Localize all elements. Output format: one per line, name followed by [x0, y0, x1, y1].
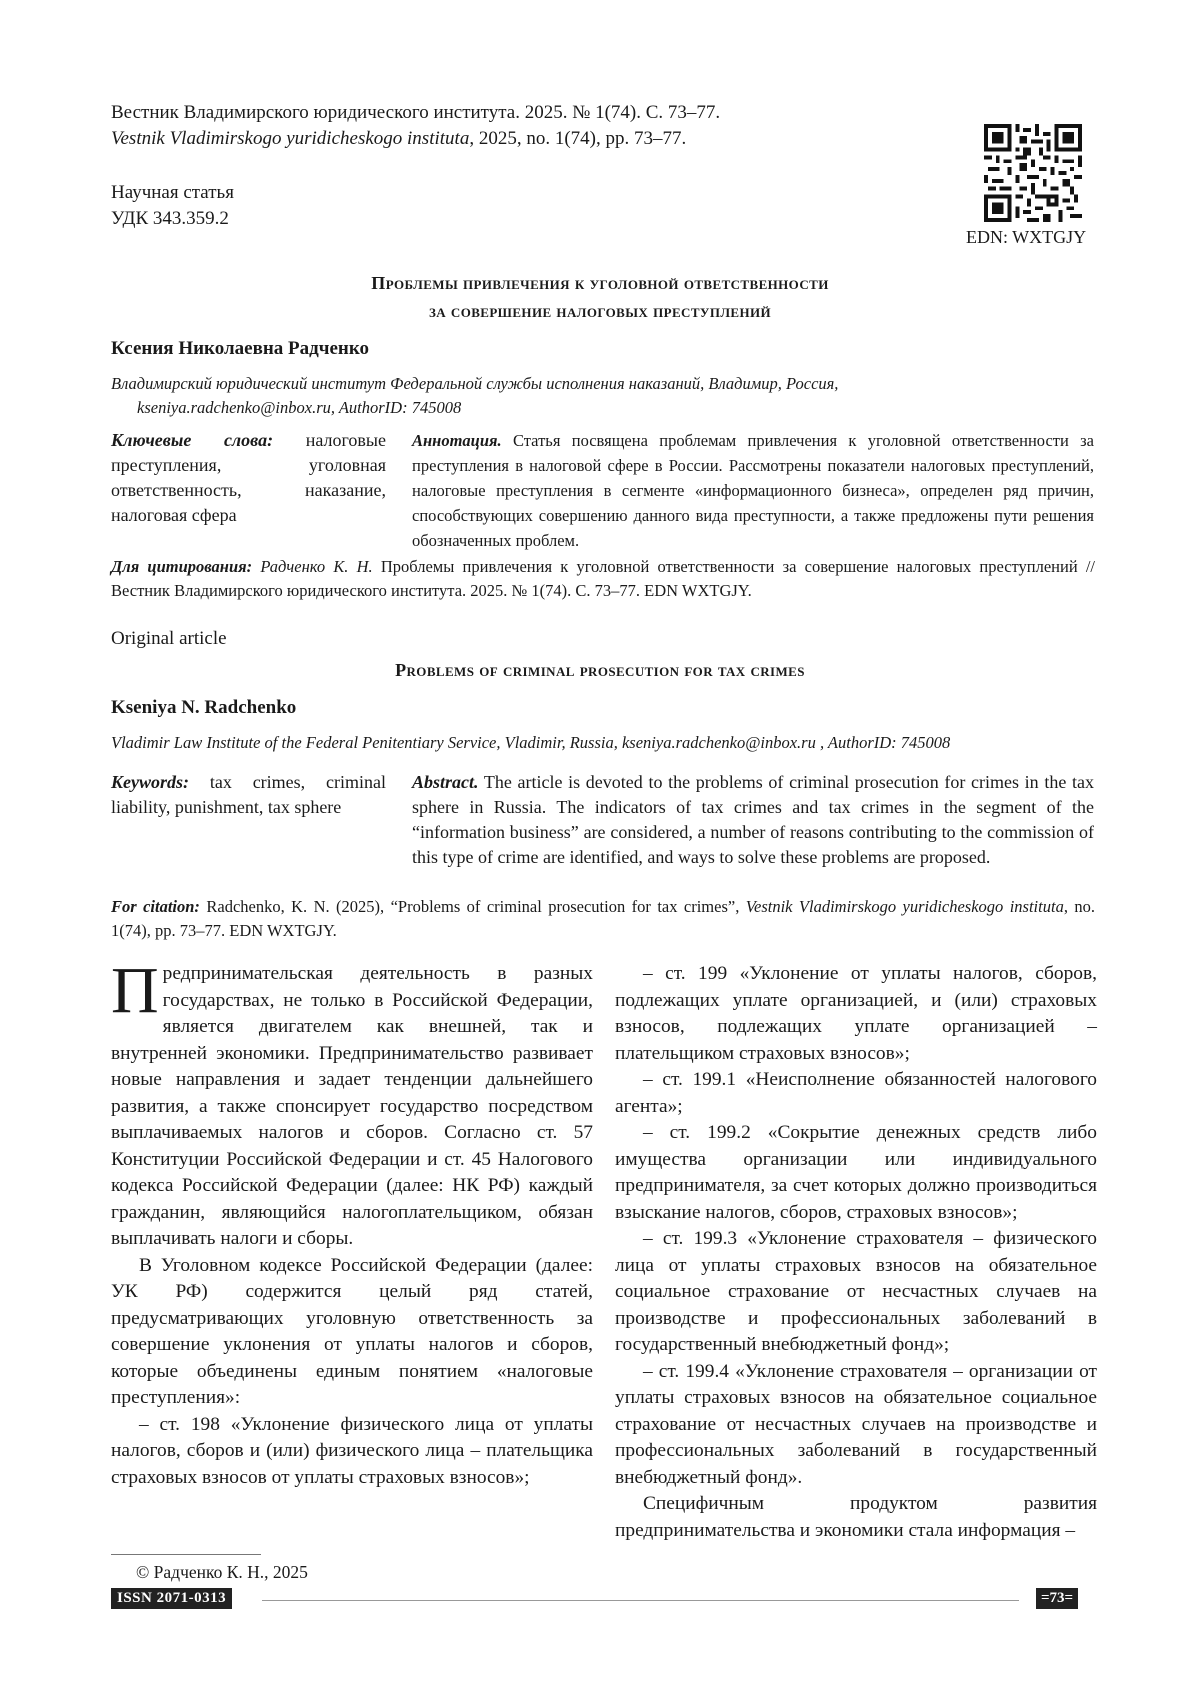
citation-ru: Для цитирования: Радченко К. Н. Проблемы привлечения к уголовной ответственности за совершение налоговых преступлений // Вестник Владимирского юридического института. 2025. № 1(74). С. 73–77. EDN WXTGJY. — [111, 557, 1096, 600]
author-name-en: Kseniya N. Radchenko — [111, 697, 297, 718]
udk-code: УДК 343.359.2 — [111, 208, 229, 229]
drop-cap: П — [111, 954, 159, 1027]
affiliation-ru: Владимирский юридический институт Федеральной службы исполнения наказаний, Владимир, Россия, kseniya.radchenko@inbox.ru, AuthorID: 745008 — [111, 374, 839, 417]
article-title-ru-line2: за совершение налоговых преступлений — [428, 301, 772, 321]
body-column-right — [615, 961, 1097, 1544]
abstract-ru: Аннотация. Статья посвящена проблемам привлечения к уголовной ответственности за преступления в налоговой сфере в России. Рассмотрены показатели налоговых преступлений, налоговые преступления в сегменте «информационного бизнеса», определен ряд причин, способствующих совершению данного вида преступности, а также предложены пути решения обозначенных проблем. — [412, 431, 1094, 550]
citation-en: For citation: Radchenko, K. N. (2025), “Problems of criminal prosecution for tax crimes”, Vestnik Vladimirskogo yuridicheskogo instituta, no. 1(74), pp. 73–77. EDN WXTGJY. — [111, 897, 1096, 940]
author-name-ru: Ксения Николаевна Радченко — [111, 338, 370, 359]
article-type-en: Original article — [111, 628, 227, 649]
footnote-rule — [111, 1554, 261, 1555]
qr-code-icon — [984, 124, 1082, 222]
article-type-block — [111, 180, 234, 232]
keywords-ru: Ключевые слова: налоговые преступления, уголовная ответственность, наказание, налоговая сфера — [111, 430, 386, 525]
body-column-left — [111, 954, 593, 1491]
body-paragraph: Специфичным продуктом развития предпринимательства и экономики стала информация – — [615, 1493, 1097, 1541]
affiliation-en: Vladimir Law Institute of the Federal Penitentiary Service, Vladimir, Russia, kseniya.radchenko@inbox.ru , AuthorID: 745008 — [111, 733, 951, 752]
body-paragraph: – ст. 198 «Уклонение физического лица от уплаты налогов, сборов и (или) физического лица – плательщика страховых взносов от уплаты страховых взносов»; — [111, 1413, 593, 1488]
abstract-en: Abstract. The article is devoted to the problems of criminal prosecution for crimes in the tax sphere in Russia. The indicators of tax crimes and tax crimes in the segment of the “information business” are considered, a number of reasons contributing to the commission of this type of crime are identified, and ways to solve these problems are proposed. — [412, 772, 1094, 867]
edn-code: EDN: WXTGJY — [966, 227, 1087, 247]
body-paragraph: – ст. 199.2 «Сокрытие денежных средств либо имущества организации или индивидуального предпринимателя, за счет которых должно производиться взыскание налогов, сборов, страховых взносов»; — [615, 1122, 1097, 1223]
keywords-en: Keywords: tax crimes, criminal liability, punishment, tax sphere — [111, 772, 386, 817]
body-paragraph: – ст. 199 «Уклонение от уплаты налогов, сборов, подлежащих уплате организацией, и (или) страховых взносов, подлежащих уплате организацией – плательщиком страховых взносов»; — [615, 963, 1097, 1064]
article-type-ru: Научная статья — [111, 182, 234, 203]
body-paragraph: – ст. 199.4 «Уклонение страхователя – организации от уплаты страховых взносов на обязательное социальное страхование от несчастных случаев на производстве и профессиональных заболеваний в государственный внебюджетный фонд». — [615, 1360, 1097, 1488]
article-title-ru — [0, 269, 1200, 325]
copyright-note: © Радченко К. Н., 2025 — [136, 1562, 308, 1582]
body-paragraph: – ст. 199.1 «Неисполнение обязанностей налогового агента»; — [615, 1069, 1097, 1117]
footer-divider — [262, 1600, 1019, 1601]
body-paragraph: В Уголовном кодексе Российской Федерации (далее: УК РФ) содержится целый ряд статей, предусматривающих уголовную ответственность за совершение уклонения от уплаты налогов и сборов, которые объединены единым понятием «налоговые преступления»: — [111, 1254, 593, 1408]
journal-header — [111, 100, 720, 152]
body-paragraph: Предпринимательская деятельность в разных государствах, не только в Российской Федерации, является двигателем как внешней, так и внутренней экономики. Предпринимательство развивает новые направления и задает тенденции дальнейшего развития, а также спонсирует государство посредством выплачиваемых налогов и сборов. Согласно ст. 57 Конституции Российской Федерации и ст. 45 Налогового кодекса Российской Федерации (далее: НК РФ) каждый гражданин, являющийся налогоплательщиком, обязан выплачивать налоги и сборы. — [111, 954, 593, 1249]
body-paragraph: – ст. 199.3 «Уклонение страхователя – физического лица от уплаты страховых взносов на обязательное социальное страхование от несчастных случаев на производстве и профессиональных заболеваний в государственный внебюджетный фонд»; — [615, 1228, 1097, 1355]
issn-badge: ISSN 2071-0313 — [111, 1588, 232, 1609]
journal-header-en: Vestnik Vladimirskogo yuridicheskogo instituta, 2025, no. 1(74), pp. 73–77. — [111, 128, 687, 149]
page-number: =73= — [1036, 1588, 1078, 1609]
article-title-ru-line1: Проблемы привлечения к уголовной ответственности — [371, 273, 829, 293]
journal-header-ru: Вестник Владимирского юридического института. 2025. № 1(74). С. 73–77. — [111, 102, 721, 123]
article-title-en: Problems of criminal prosecution for tax crimes — [395, 660, 805, 680]
